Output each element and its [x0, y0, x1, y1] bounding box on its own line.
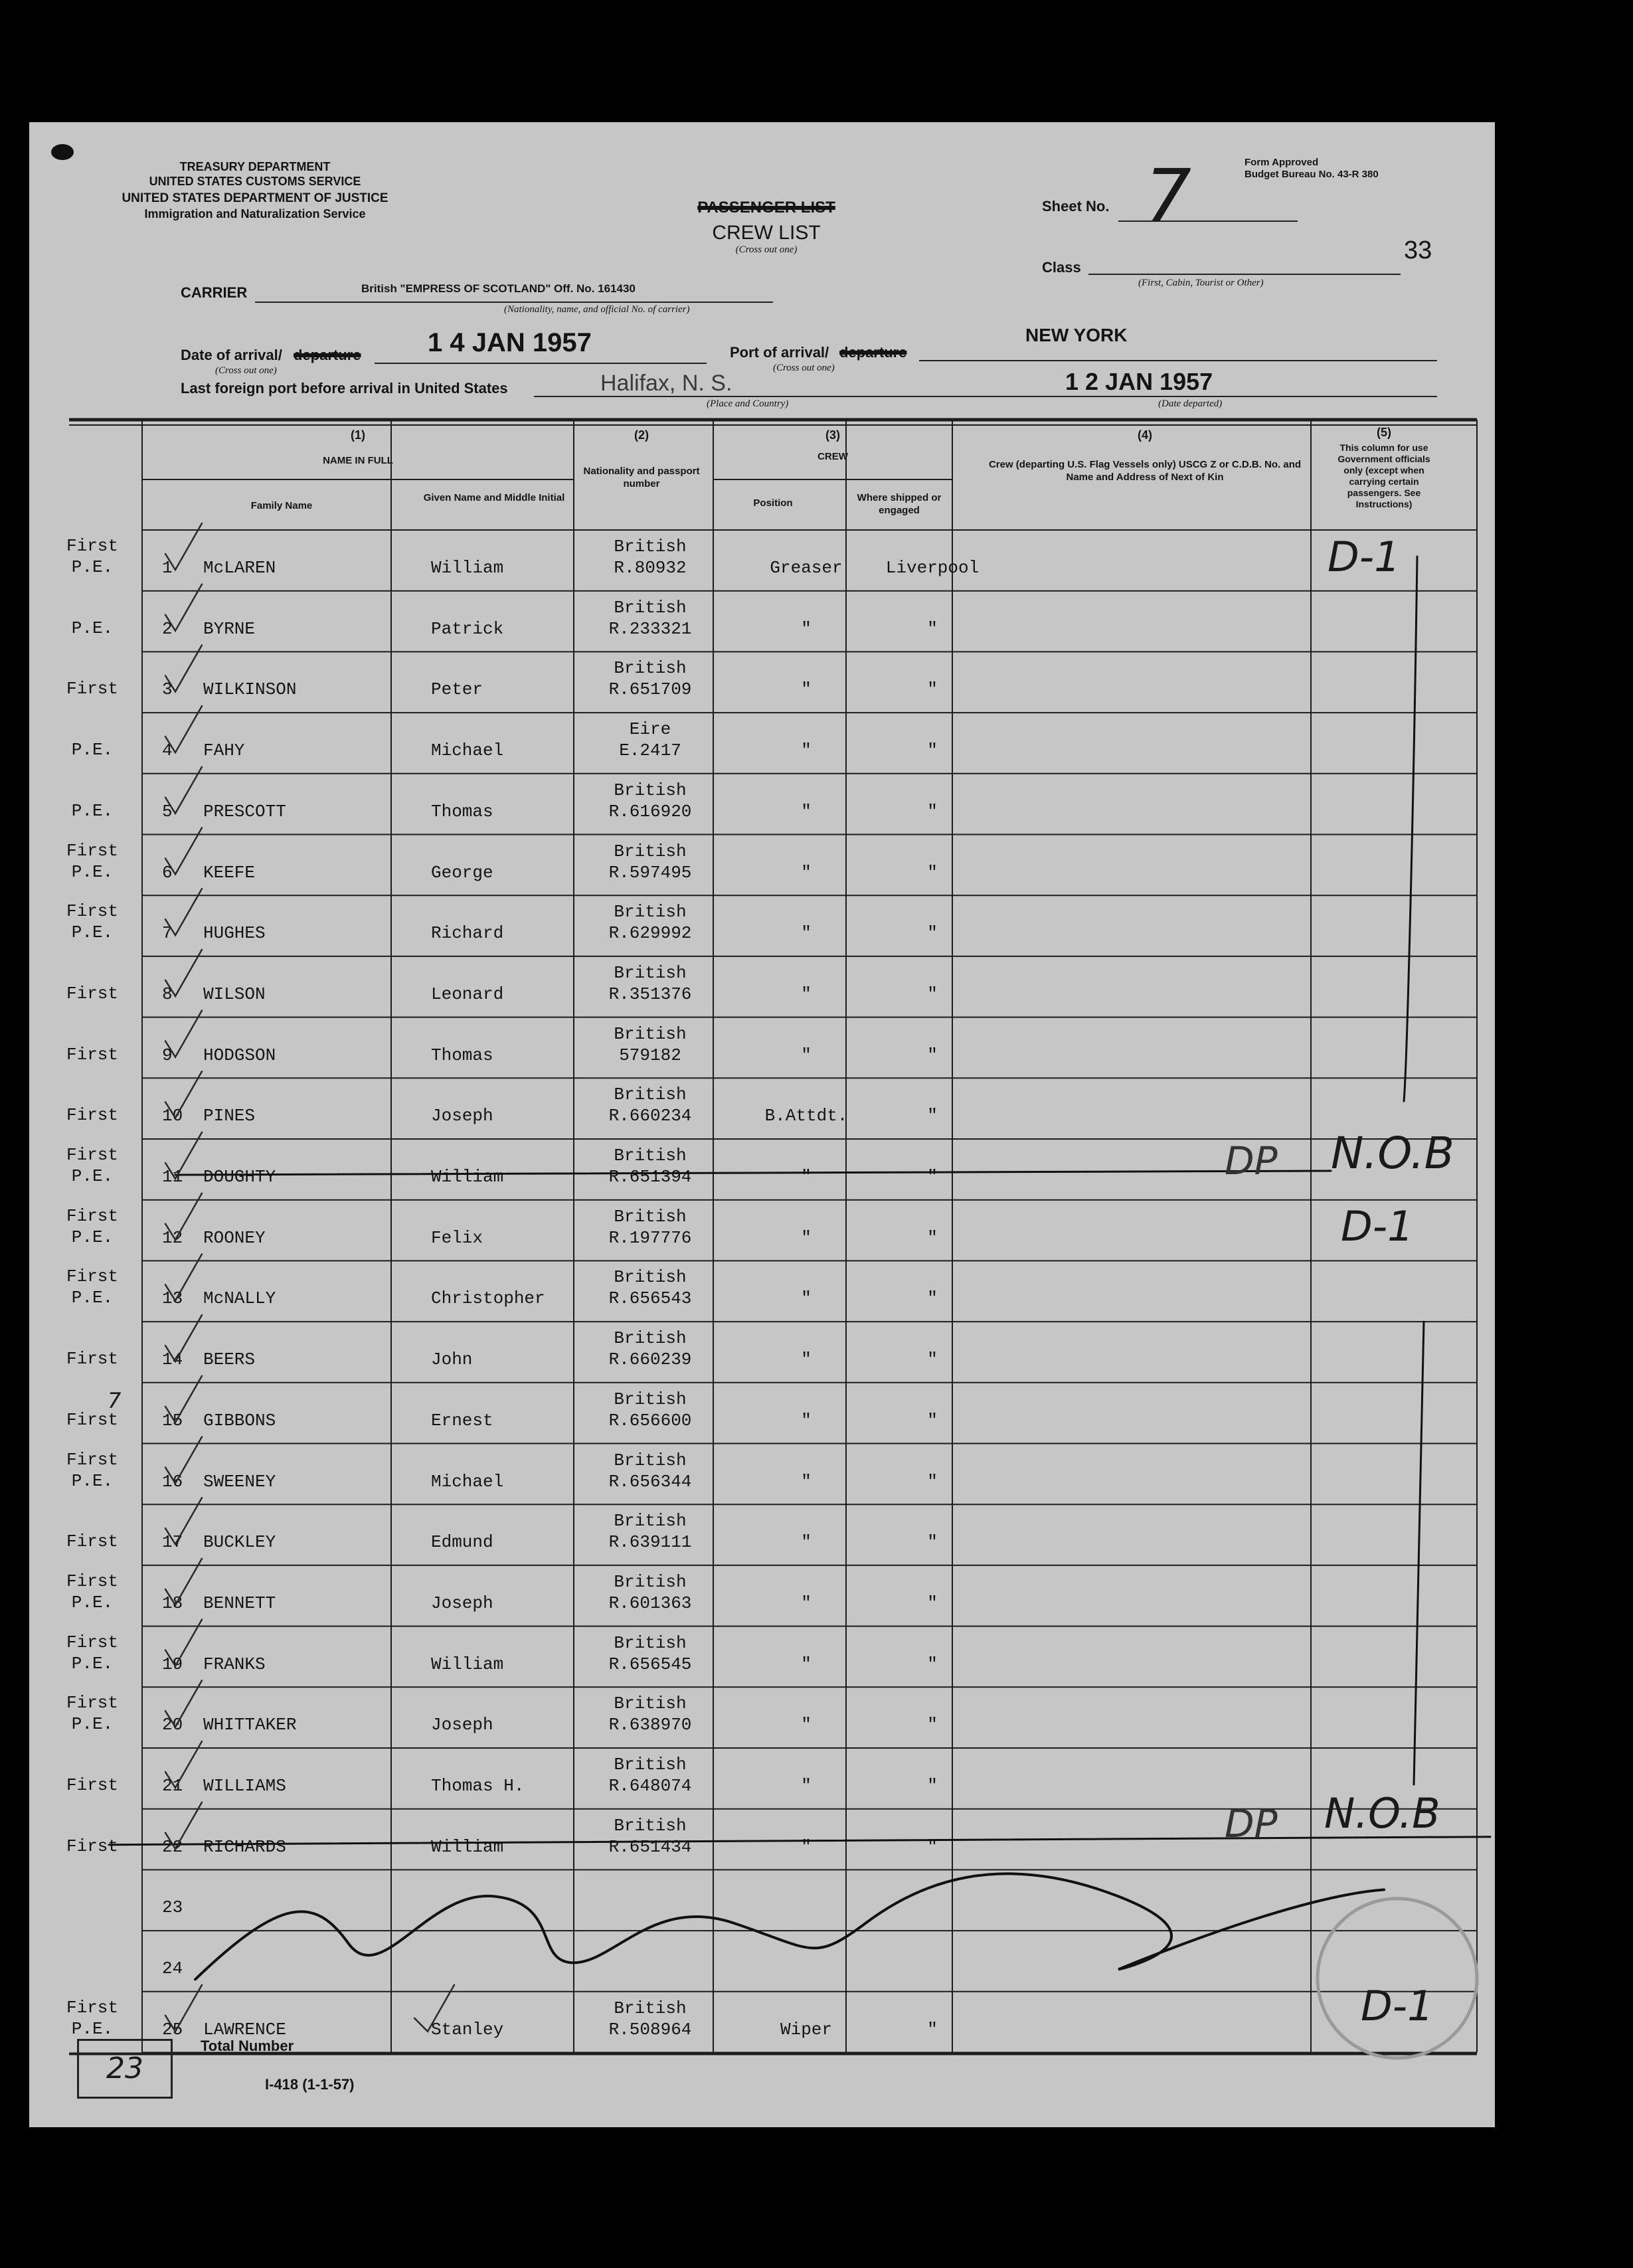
row-number: 10	[162, 1106, 183, 1126]
row-prefix-bottom: First	[66, 983, 118, 1003]
row-prefix-bottom: First	[66, 1105, 118, 1126]
nationality: British	[614, 1755, 687, 1775]
row-prefix-bottom: First	[66, 1044, 118, 1065]
where-shipped: "	[927, 1227, 938, 1248]
family-name: RICHARDS	[203, 1836, 286, 1857]
row-number: 17	[162, 1532, 183, 1553]
passport-number: R.651709	[608, 679, 692, 700]
crew-position: "	[801, 1410, 812, 1431]
where-shipped: "	[927, 1593, 938, 1613]
crew-position: "	[801, 1836, 812, 1857]
family-name: BENNETT	[203, 1593, 276, 1613]
row-prefix-bottom: First	[66, 1775, 118, 1795]
passport-number: R.660234	[608, 1106, 692, 1126]
row-prefix-bottom: P.E.	[71, 1714, 114, 1735]
family-name: WILLIAMS	[203, 1776, 286, 1796]
passport-number: R.638970	[608, 1715, 692, 1735]
passport-number: R.508964	[608, 2019, 692, 2040]
family-name: GIBBONS	[203, 1410, 276, 1431]
row-prefix-top: First	[66, 1693, 118, 1713]
annotation-d1-25: D-1	[1361, 1982, 1434, 2030]
total-box	[77, 2039, 173, 2099]
last-port-label: Last foreign port before arrival in United States	[181, 380, 508, 396]
col3-position-head: Position	[753, 497, 793, 509]
nationality: British	[614, 537, 687, 557]
nationality: British	[614, 1450, 687, 1470]
family-name: KEEFE	[203, 862, 256, 883]
passport-number: R.651394	[608, 1167, 692, 1187]
sheet-label: Sheet No.	[1042, 198, 1110, 215]
row-number: 16	[162, 1471, 183, 1492]
row-number: 18	[162, 1593, 183, 1613]
passport-number: R.639111	[608, 1532, 692, 1553]
row-number: 7	[162, 923, 173, 944]
family-name: SWEENEY	[203, 1471, 276, 1492]
given-name: Stanley	[431, 2019, 504, 2040]
crew-position: "	[801, 1593, 812, 1613]
row-prefix-bottom: First	[66, 679, 118, 699]
passport-number: 579182	[619, 1045, 681, 1065]
where-shipped: "	[927, 1106, 938, 1126]
crew-position: "	[801, 1776, 812, 1796]
passport-number: R.656600	[608, 1410, 692, 1431]
col3-number: (3)	[825, 428, 840, 442]
title-cross-hint: (Cross out one)	[735, 244, 798, 255]
last-port-value: Halifax, N. S.	[600, 371, 732, 396]
given-name: Edmund	[431, 1532, 493, 1553]
col5-number: (5)	[1377, 426, 1391, 439]
last-port-hint: (Place and Country)	[707, 398, 789, 409]
treasury-line1: TREASURY DEPARTMENT	[179, 160, 331, 173]
row-prefix-bottom: P.E.	[71, 800, 114, 821]
family-name: WILSON	[203, 984, 266, 1004]
crew-position: B.Attdt.	[764, 1106, 848, 1126]
given-name: Christopher	[431, 1288, 545, 1309]
family-name: BUCKLEY	[203, 1532, 276, 1553]
row-number: 1	[162, 558, 173, 578]
where-shipped: "	[927, 801, 938, 822]
given-name: William	[431, 1654, 504, 1674]
crew-position: "	[801, 679, 812, 700]
family-name: FRANKS	[203, 1654, 266, 1674]
given-name: John	[431, 1350, 473, 1370]
form-approved-line2: Budget Bureau No. 43-R 380	[1245, 169, 1379, 180]
row-prefix-bottom: P.E.	[71, 1166, 114, 1186]
row-prefix-top: First	[66, 1145, 118, 1165]
row-number: 25	[162, 2019, 183, 2040]
col1-family-head: Family Name	[250, 500, 313, 511]
row-prefix-top: First	[66, 840, 118, 861]
row-prefix-bottom: P.E.	[71, 1227, 114, 1247]
date-arrival-value: 1 4 JAN 1957	[428, 328, 592, 357]
form-code: I-418 (1-1-57)	[265, 2076, 355, 2093]
row-prefix-top: First	[66, 1632, 118, 1652]
family-name: BEERS	[203, 1350, 256, 1370]
col1-number: (1)	[351, 428, 365, 442]
strike-row-11	[175, 1171, 1331, 1175]
row-number: 14	[162, 1350, 183, 1370]
row-number: 13	[162, 1288, 183, 1309]
crew-position: "	[801, 1654, 812, 1674]
crew-list-document	[29, 122, 1495, 2127]
passport-number: R.616920	[608, 801, 692, 822]
crew-list-title: CREW LIST	[712, 222, 821, 244]
passport-number: R.656545	[608, 1654, 692, 1674]
crew-position: "	[801, 862, 812, 883]
nationality: British	[614, 1206, 687, 1227]
nationality: British	[614, 1023, 687, 1044]
row-prefix-bottom: First	[66, 1531, 118, 1552]
annotation-dp-11: DP	[1225, 1138, 1278, 1183]
family-name: McNALLY	[203, 1288, 276, 1309]
where-shipped: "	[927, 618, 938, 639]
nationality: British	[614, 1328, 687, 1349]
nationality: British	[614, 1146, 687, 1166]
passport-number: E.2417	[619, 741, 681, 761]
crew-position: "	[801, 1288, 812, 1309]
crew-position: "	[801, 984, 812, 1004]
date-departed-value: 1 2 JAN 1957	[1065, 368, 1213, 395]
bracket-line-bottom	[1414, 1322, 1424, 1785]
passport-number: R.656344	[608, 1471, 692, 1492]
treasury-line2: UNITED STATES CUSTOMS SERVICE	[149, 175, 361, 188]
family-name: PINES	[203, 1106, 256, 1126]
where-shipped: "	[927, 1776, 938, 1796]
crew-position: "	[801, 1167, 812, 1187]
nationality: British	[614, 962, 687, 983]
given-name: Michael	[431, 741, 504, 761]
nationality: British	[614, 1998, 687, 2018]
date-departed-hint: (Date departed)	[1158, 398, 1223, 409]
row-prefix-bottom: First	[66, 1836, 118, 1856]
row-number: 6	[162, 862, 173, 883]
row-prefix-bottom: P.E.	[71, 557, 114, 577]
passport-number: R.660239	[608, 1350, 692, 1370]
nationality: British	[614, 1085, 687, 1105]
passenger-list-struck: PASSENGER LIST	[697, 199, 835, 217]
col4-number: (4)	[1138, 428, 1152, 442]
row-prefix-top: First	[66, 901, 118, 922]
family-name: BYRNE	[203, 618, 256, 639]
row-number: 9	[162, 1045, 173, 1065]
row-prefix-top: First	[66, 536, 118, 556]
port-arrival-label: Port of arrival/	[730, 344, 829, 361]
nationality: British	[614, 1632, 687, 1653]
family-name: LAWRENCE	[203, 2019, 286, 2040]
passport-number: R.656543	[608, 1288, 692, 1309]
given-name: Michael	[431, 1471, 504, 1492]
family-name: ROONEY	[203, 1227, 266, 1248]
where-shipped: "	[927, 1045, 938, 1065]
passport-number: R.601363	[608, 1593, 692, 1613]
annotation-d1-top: D-1	[1328, 533, 1401, 581]
row-prefix-top: First	[66, 1449, 118, 1470]
strike-row-22	[109, 1837, 1490, 1845]
given-name: Patrick	[431, 618, 504, 639]
row-prefix-bottom: P.E.	[71, 1592, 114, 1613]
nationality: British	[614, 1694, 687, 1714]
crew-position: "	[801, 1715, 812, 1735]
nationality: British	[614, 1389, 687, 1409]
given-name: Thomas	[431, 801, 493, 822]
where-shipped: "	[927, 1167, 938, 1187]
given-name: Felix	[431, 1227, 483, 1248]
passport-number: R.351376	[608, 984, 692, 1004]
row-number: 12	[162, 1227, 183, 1248]
class-label: Class	[1042, 259, 1081, 276]
where-shipped: "	[927, 1410, 938, 1431]
row-number: 21	[162, 1776, 183, 1796]
row-prefix-top: First	[66, 1997, 118, 2018]
row-number: 24	[162, 1959, 183, 1979]
family-name: DOUGHTY	[203, 1167, 276, 1187]
crew-position: "	[801, 1532, 812, 1553]
given-name: William	[431, 1836, 504, 1857]
justice-line1: UNITED STATES DEPARTMENT OF JUSTICE	[122, 191, 388, 205]
passport-number: R.80932	[614, 558, 687, 578]
row-prefix-bottom: P.E.	[71, 740, 114, 760]
cancel-wave-line	[195, 1874, 1384, 1979]
col4-title: Crew (departing U.S. Flag Vessels only) USCG Z or C.D.B. No. and Name and Address of Next of Kin	[988, 459, 1302, 483]
form-approved-line1: Form Approved	[1245, 157, 1319, 168]
total-value: 23	[106, 2051, 143, 2085]
given-name: Ernest	[431, 1410, 493, 1431]
given-name: Peter	[431, 679, 483, 700]
port-arrival-struck: departure	[839, 344, 907, 361]
row-prefix-bottom: P.E.	[71, 1288, 114, 1308]
carrier-hint: (Nationality, name, and official No. of carrier)	[504, 304, 690, 315]
passport-number: R.629992	[608, 923, 692, 944]
nationality: British	[614, 1571, 687, 1592]
crew-position: "	[801, 923, 812, 944]
given-name: George	[431, 862, 493, 883]
row-prefix-bottom: First	[66, 1349, 118, 1369]
where-shipped: "	[927, 2019, 938, 2040]
where-shipped: "	[927, 1654, 938, 1674]
family-name: PRESCOTT	[203, 801, 286, 822]
col1-given-head: Given Name and Middle Initial	[423, 492, 565, 503]
row-number: 8	[162, 984, 173, 1004]
crew-position: "	[801, 1227, 812, 1248]
row-prefix-bottom: P.E.	[71, 618, 114, 638]
nationality: British	[614, 1511, 687, 1531]
corner-number: 33	[1404, 236, 1432, 264]
col3-shipped-head: Where shipped or engaged	[857, 492, 942, 516]
row-number: 5	[162, 801, 173, 822]
where-shipped: "	[927, 1471, 938, 1492]
row-number: 20	[162, 1715, 183, 1735]
passport-number: R.648074	[608, 1776, 692, 1796]
annotation-d1-12: D-1	[1341, 1202, 1414, 1251]
row-prefix-bottom: First	[66, 1409, 118, 1430]
row-number: 22	[162, 1836, 183, 1857]
given-name: Joseph	[431, 1593, 493, 1613]
where-shipped: "	[927, 862, 938, 883]
nationality: British	[614, 658, 687, 679]
sheet-number: 7	[1145, 153, 1191, 238]
where-shipped: "	[927, 1715, 938, 1735]
col2-number: (2)	[634, 428, 649, 442]
row-prefix-bottom: P.E.	[71, 2018, 114, 2039]
given-name: Richard	[431, 923, 504, 944]
given-name: Thomas H.	[431, 1776, 525, 1796]
date-arrival-hint: (Cross out one)	[215, 365, 277, 376]
row-number: 2	[162, 618, 173, 639]
passport-number: R.651434	[608, 1836, 692, 1857]
nationality: British	[614, 597, 687, 618]
row-number: 23	[162, 1897, 183, 1918]
bracket-line-top	[1404, 557, 1417, 1101]
row-number: 4	[162, 741, 173, 761]
given-name: Leonard	[431, 984, 504, 1004]
passport-number: R.197776	[608, 1227, 692, 1248]
where-shipped: "	[927, 923, 938, 944]
where-shipped: "	[927, 1836, 938, 1857]
row-number: 11	[162, 1167, 183, 1187]
carrier-label: CARRIER	[181, 284, 248, 301]
nationality: British	[614, 902, 687, 922]
nationality: British	[614, 841, 687, 861]
nationality: British	[614, 780, 687, 800]
col5-title: This column for use Government officials only (except when carrying certain passengers. See Instructions)	[1337, 442, 1430, 509]
customs-stamp-icon	[1318, 1899, 1477, 2058]
col2-title: Nationality and passport number	[583, 466, 700, 489]
row-number: 19	[162, 1654, 183, 1674]
family-name: FAHY	[203, 741, 245, 761]
row-prefix-top: First	[66, 1205, 118, 1226]
row-prefix-bottom: P.E.	[71, 1470, 114, 1491]
passport-number: R.597495	[608, 862, 692, 883]
col1-title: NAME IN FULL	[323, 455, 393, 466]
class-hint: (First, Cabin, Tourist or Other)	[1138, 278, 1264, 288]
date-arrival-label: Date of arrival/	[181, 347, 282, 363]
crew-position: "	[801, 1471, 812, 1492]
crew-position: "	[801, 741, 812, 761]
family-name: McLAREN	[203, 558, 276, 578]
where-shipped: "	[927, 679, 938, 700]
where-shipped: "	[927, 1350, 938, 1370]
crew-position: Wiper	[780, 2019, 832, 2040]
row-prefix-bottom: P.E.	[71, 1653, 114, 1674]
row-prefix-top: First	[66, 1571, 118, 1591]
where-shipped: "	[927, 1288, 938, 1309]
nationality: Eire	[629, 719, 671, 740]
date-arrival-struck: departure	[294, 347, 361, 363]
where-shipped: "	[927, 984, 938, 1004]
crew-position: "	[801, 618, 812, 639]
row-number: 3	[162, 679, 173, 700]
given-name: William	[431, 558, 504, 578]
family-name: WILKINSON	[203, 679, 297, 700]
where-shipped: "	[927, 1532, 938, 1553]
given-name: William	[431, 1167, 504, 1187]
nationality: British	[614, 1267, 687, 1288]
annotation-dp-22: DP	[1225, 1801, 1278, 1846]
family-name: HODGSON	[203, 1045, 276, 1065]
where-shipped: "	[927, 741, 938, 761]
crew-position: "	[801, 1350, 812, 1370]
row-number: 15	[162, 1410, 183, 1431]
row-prefix-bottom: P.E.	[71, 861, 114, 882]
given-name: Joseph	[431, 1715, 493, 1735]
crew-position: Greaser	[770, 558, 843, 578]
carrier-value: British "EMPRESS OF SCOTLAND" Off. No. 161430	[361, 282, 636, 295]
given-name: Joseph	[431, 1106, 493, 1126]
family-name: HUGHES	[203, 923, 266, 944]
row-prefix-bottom: P.E.	[71, 922, 114, 943]
port-arrival-hint: (Cross out one)	[773, 363, 835, 373]
annotation-nob-11: N.O.B	[1331, 1128, 1454, 1179]
nationality: British	[614, 1815, 687, 1836]
crew-position: "	[801, 1045, 812, 1065]
family-name: WHITTAKER	[203, 1715, 297, 1735]
col3-title: CREW	[817, 451, 848, 462]
passport-number: R.233321	[608, 618, 692, 639]
justice-line2: Immigration and Naturalization Service	[144, 207, 366, 220]
row-prefix-top: First	[66, 1266, 118, 1287]
given-name: Thomas	[431, 1045, 493, 1065]
crew-position: "	[801, 801, 812, 822]
total-label: Total Number	[201, 2038, 294, 2054]
annotation-nob-22: N.O.B	[1324, 1789, 1440, 1838]
port-arrival-value: NEW YORK	[1025, 325, 1128, 345]
annotation-margin-mark: 7	[108, 1388, 122, 1413]
where-shipped: Liverpool	[885, 558, 980, 578]
